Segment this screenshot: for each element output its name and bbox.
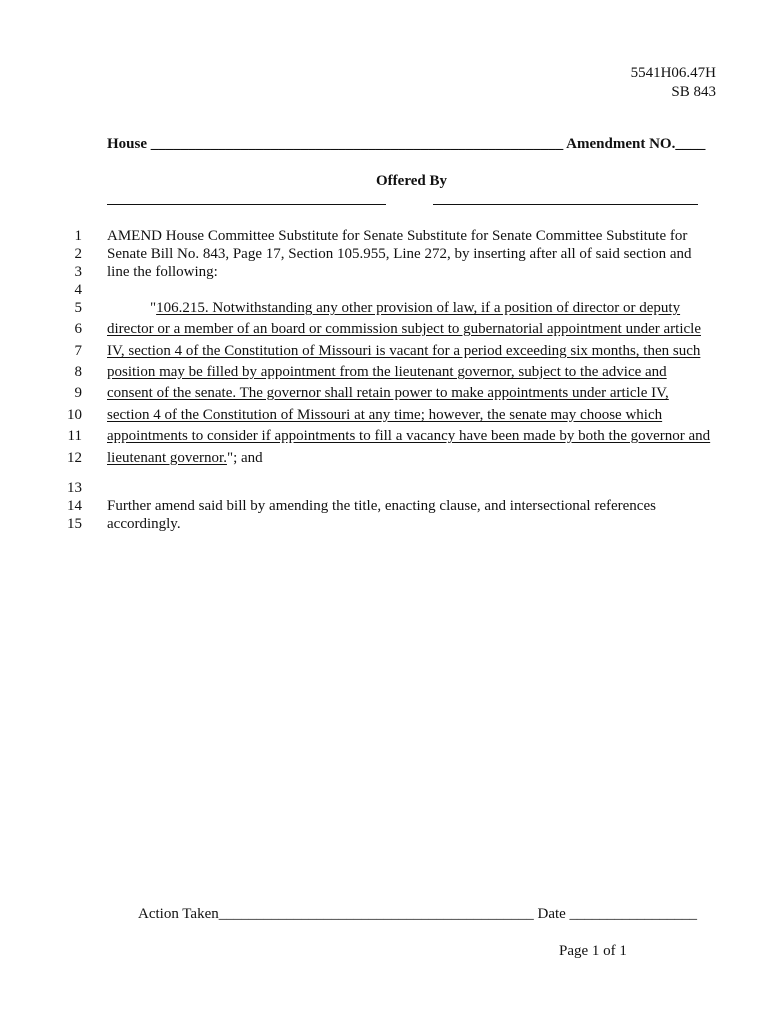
signature-line-left bbox=[107, 204, 386, 205]
line-9 bbox=[0, 383, 770, 403]
line-7 bbox=[0, 341, 770, 361]
line-12 bbox=[0, 448, 770, 468]
line-15 bbox=[0, 514, 770, 534]
line-14 bbox=[0, 496, 770, 516]
line-number: 9 bbox=[74, 385, 82, 401]
action-taken-row: Action Taken__________________________________________ Date _________________ bbox=[138, 906, 698, 922]
line-number: 8 bbox=[74, 364, 82, 380]
line-number: 3 bbox=[74, 264, 82, 280]
line-tail: "; and bbox=[226, 450, 263, 466]
line-11 bbox=[0, 426, 770, 446]
document-id: 5541H06.47H bbox=[630, 65, 716, 81]
line-number: 5 bbox=[74, 300, 82, 316]
line-4 bbox=[0, 280, 770, 300]
line-1 bbox=[0, 226, 770, 246]
inserted-text: position may be filled by appointment from the lieutenant governor, subject to the advice and bbox=[107, 364, 667, 380]
document-header-ids bbox=[631, 64, 716, 102]
line-number: 11 bbox=[67, 428, 82, 444]
line-text bbox=[107, 448, 263, 468]
page-number: Page 1 of 1 bbox=[559, 943, 627, 959]
line-13 bbox=[0, 478, 770, 498]
line-number: 4 bbox=[74, 282, 82, 298]
bill-number: SB 843 bbox=[671, 84, 716, 100]
line-number: 2 bbox=[74, 246, 82, 262]
offered-by-label: Offered By bbox=[376, 173, 447, 189]
line-text: Further amend said bill by amending the title, enacting clause, and intersectional references bbox=[107, 498, 656, 514]
line-number: 1 bbox=[74, 228, 82, 244]
line-number: 6 bbox=[74, 321, 82, 337]
line-number: 15 bbox=[67, 516, 82, 532]
line-number: 14 bbox=[67, 498, 82, 514]
line-text: accordingly. bbox=[107, 516, 181, 532]
line-text bbox=[150, 298, 680, 318]
inserted-text: consent of the senate. The governor shall retain power to make appointments under article IV, bbox=[107, 385, 669, 401]
line-2 bbox=[0, 244, 770, 264]
line-8 bbox=[0, 362, 770, 382]
line-number: 13 bbox=[67, 480, 82, 496]
signature-line-right bbox=[433, 204, 698, 205]
inserted-text: section 4 of the Constitution of Missouri at any time; however, the senate may choose which bbox=[107, 407, 663, 423]
line-number: 12 bbox=[67, 450, 82, 466]
inserted-text: lieutenant governor. bbox=[107, 450, 227, 466]
line-text: line the following: bbox=[107, 264, 218, 280]
inserted-text: IV, section 4 of the Constitution of Missouri is vacant for a period exceeding six months, then such bbox=[107, 343, 701, 359]
line-text: Senate Bill No. 843, Page 17, Section 105.955, Line 272, by inserting after all of said section and bbox=[107, 246, 692, 262]
inserted-text: 106.215. Notwithstanding any other provision of law, if a position of director or deputy bbox=[156, 300, 681, 316]
line-number: 10 bbox=[67, 407, 82, 423]
line-5 bbox=[0, 298, 770, 318]
inserted-text: director or a member of an board or commission subject to gubernatorial appointment under article bbox=[107, 321, 701, 337]
inserted-text: appointments to consider if appointments to fill a vacancy have been made by both the governor and bbox=[107, 428, 711, 444]
line-text: AMEND House Committee Substitute for Senate Substitute for Senate Committee Substitute for bbox=[107, 228, 688, 244]
line-6 bbox=[0, 319, 770, 339]
line-3 bbox=[0, 262, 770, 282]
house-amendment-row: House _______________________________________________________ Amendment NO.____ bbox=[107, 136, 706, 152]
line-10 bbox=[0, 405, 770, 425]
line-number: 7 bbox=[74, 343, 82, 359]
open-quote: " bbox=[150, 300, 157, 316]
